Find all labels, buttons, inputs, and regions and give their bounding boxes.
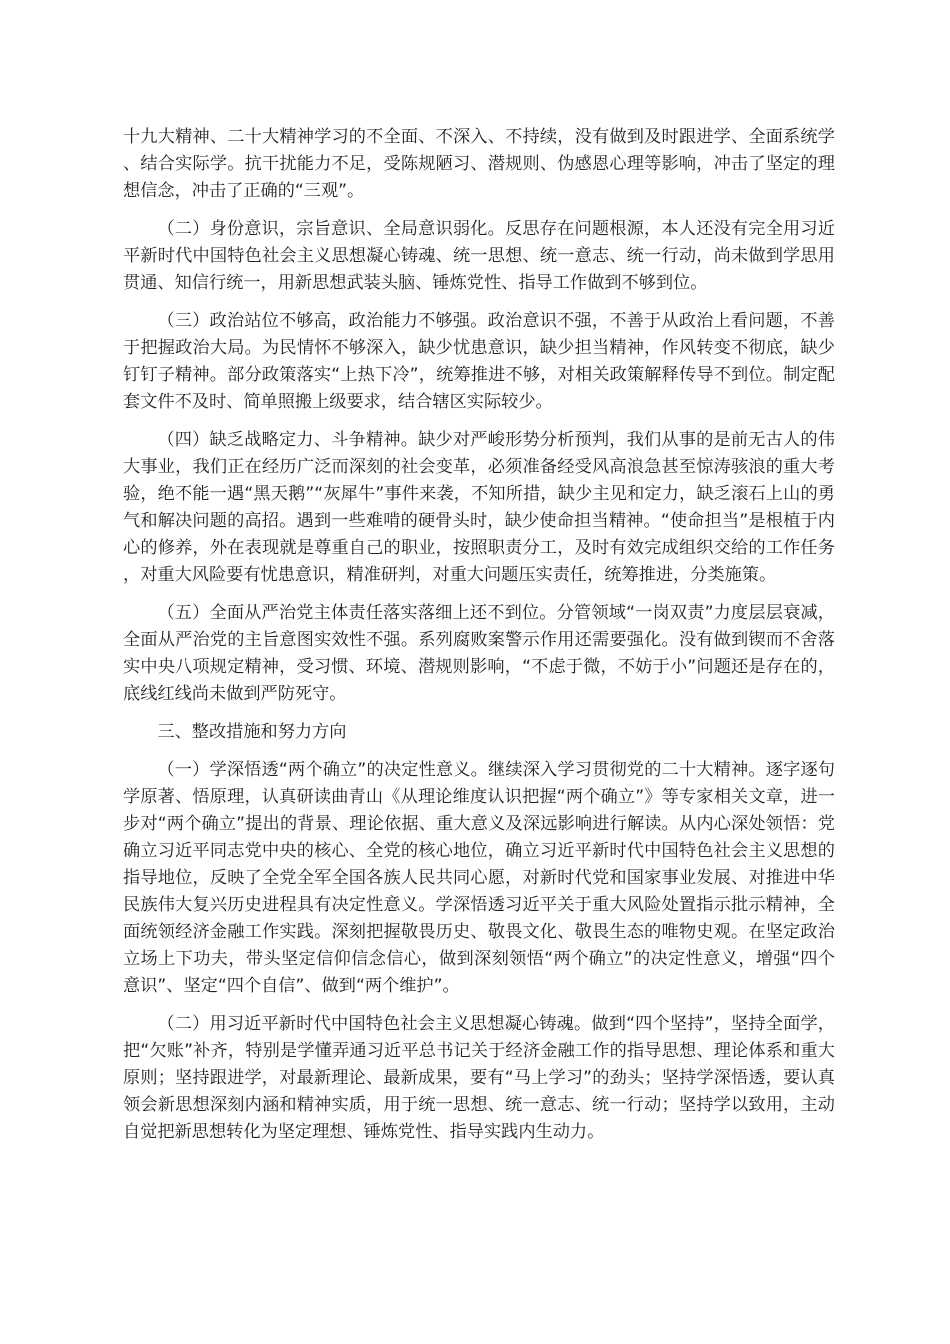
document-page [123, 124, 835, 1157]
paragraph-section-5: （五）全面从严治党主体责任落实落细上还不到位。分管领域“一岗双责”力度层层衰减，全面从严治党的主旨意图实效性不强。系列腐败案警示作用还需要强化。没有做到锲而不舍落实中央八项规定精神，受习惯、环境、潜规则影响，“不虑于微，不妨于小”问题还是存在的，底线红线尚未做到严防死守。 [123, 603, 835, 704]
paragraph-measure-2: （二）用习近平新时代中国特色社会主义思想凝心铸魂。做到“四个坚持”，坚持全面学，把“欠账”补齐，特别是学懂弄通习近平总书记关于经济金融工作的指导思想、理论体系和重大原则；坚持跟进学，对最新理论、最新成果，要有“马上学习”的劲头；坚持学深悟透，要认真领会新思想深刻内涵和精神实质，用于统一思想、统一意志、统一行动；坚持学以致用，主动自觉把新思想转化为坚定理想、锤炼党性、指导实践内生动力。 [123, 1014, 835, 1142]
paragraph-section-3: （三）政治站位不够高，政治能力不够强。政治意识不强，不善于从政治上看问题，不善于把握政治大局。为民情怀不够深入，缺少忧患意识，缺少担当精神，作风转变不彻底，缺少钉钉子精神。部分政策落实“上热下冷”，统筹推进不够，对相关政策解释传导不到位。制定配套文件不及时、简单照搬上级要求，结合辖区实际较少。 [123, 311, 835, 412]
paragraph-section-2: （二）身份意识，宗旨意识、全局意识弱化。反思存在问题根源，本人还没有完全用习近平新时代中国特色社会主义思想凝心铸魂、统一思想、统一意志、统一行动，尚未做到学思用贯通、知信行统一，用新思想武装头脑、锤炼党性、指导工作做到不够到位。 [123, 219, 835, 293]
paragraph-continued: 十九大精神、二十大精神学习的不全面、不深入、不持续，没有做到及时跟进学、全面系统学、结合实际学。抗干扰能力不足，受陈规陋习、潜规则、伪感恩心理等影响，冲击了坚定的理想信念，冲击了正确的“三观”。 [123, 127, 835, 201]
paragraph-section-4: （四）缺乏战略定力、斗争精神。缺少对严峻形势分析预判，我们从事的是前无古人的伟大事业，我们正在经历广泛而深刻的社会变革，必须准备经受风高浪急甚至惊涛骇浪的重大考验，绝不能一遇“黑天鹅”“灰犀牛”事件来袭，不知所措，缺少主见和定力，缺乏滚石上山的勇气和解决问题的高招。遇到一些难啃的硬骨头时，缺少使命担当精神。“使命担当”是根植于内心的修养，外在表现就是尊重自己的职业，按照职责分工，及时有效完成组织交给的工作任务，对重大风险要有忧患意识，精准研判，对重大问题压实责任，统筹推进，分类施策。 [123, 430, 835, 585]
paragraph-measure-1: （一）学深悟透“两个确立”的决定性意义。继续深入学习贯彻党的二十大精神。逐字逐句学原著、悟原理，认真研读曲青山《从理论维度认识把握“两个确立”》等专家相关文章，进一步对“两个确立”提出的背景、理论依据、重大意义及深远影响进行解读。从内心深处领悟：党确立习近平同志党中央的核心、全党的核心地位，确立习近平新时代中国特色社会主义思想的指导地位，反映了全党全军全国各族人民共同心愿，对新时代党和国家事业发展、对推进中华民族伟大复兴历史进程具有决定性意义。学深悟透习近平关于重大风险处置指示批示精神，全面统领经济金融工作实践。深刻把握敬畏历史、敬畏文化、敬畏生态的唯物史观。在坚定政治立场上下功夫，带头坚定信仰信念信心，做到深刻领悟“两个确立”的决定性意义，增强“四个意识”、坚定“四个自信”、做到“两个维护”。 [123, 760, 835, 996]
section-heading-3: 三、整改措施和努力方向 [157, 722, 347, 742]
